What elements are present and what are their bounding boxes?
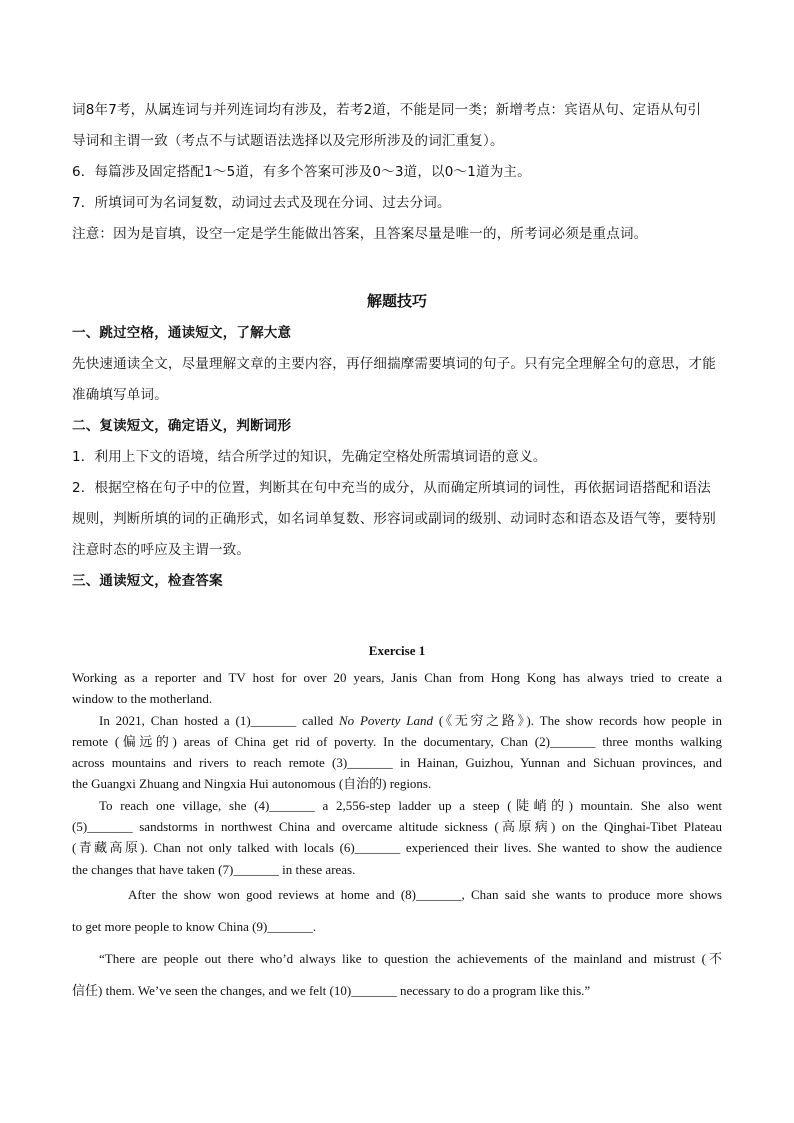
section-title-tips: 解题技巧 (366, 292, 427, 310)
para-4-line-2: to get more people to know China (9)_______. (72, 919, 317, 934)
tips-item-1: 1．利用上下文的语境，结合所学过的知识，先确定空格处所需填词语的意义。 (72, 449, 547, 465)
tips-item-2-line-1: 2．根据空格在句子中的位置，判断其在句中充当的成分，从而确定所填词的词性，再依据词语搭配和语法 (72, 480, 711, 496)
para-2-line-4: the Guangxi Zhuang and Ningxia Hui autonomous (自治的) regions. (72, 776, 432, 792)
para-4-line-1: After the show won good reviews at home and (8)_______, Chan said she wants to produce more shows (128, 887, 722, 902)
para-3-line-1: To reach one village, she (4)_______ a 2,556-step ladder up a steep (陡峭的) mountain. She also went (99, 797, 722, 813)
para-1-line-2: window to the motherland. (72, 691, 213, 707)
para-2-line-3: across mountains and rivers to reach remote (3)_______ in Hainan, Guizhou, Yunnan and Sichuan provinces, and (72, 755, 722, 771)
para-3-line-3: (青藏高原). Chan not only talked with locals (6)_______ experienced their lives. She wanted to show the audience (72, 840, 722, 856)
para-3-line-4: the changes that have taken (7)_______ in these areas. (72, 861, 356, 877)
tips-para-1-line-1: 先快速通读全文，尽量理解文章的主要内容，再仔细揣摩需要填词的句子。只有完全理解全句的意思，才能 (72, 356, 716, 372)
para-5-line-2: 信任) them. We’ve seen the changes, and we felt (10)_______ necessary to do a program like this.” (72, 983, 591, 998)
intro-block (72, 95, 722, 250)
point-6: 6．每篇涉及固定搭配1～5道，有多个答案可涉及0～3道，以0～1道为主。 (72, 164, 531, 180)
para-2-line-1-post: (《无穷之路》). The show records how people in (432, 712, 722, 728)
exercise-title: Exercise 1 (368, 643, 426, 658)
para-2-line-1-pre: In 2021, Chan hosted a (1)_______ called (99, 712, 339, 728)
exercise-passage (72, 667, 722, 880)
tips-heading-3: 三、通读短文，检查答案 (72, 573, 223, 589)
note: 注意：因为是盲填，设空一定是学生能做出答案，且答案尽量是唯一的，所考词必须是重点词。 (72, 226, 648, 242)
para-5-line-1: “There are people out there who’d always like to question the achievements of the mainland and mistrust (不 (99, 951, 722, 966)
intro-line-1: 词8年7考，从属连词与并列连词均有涉及，若考2道，不能是同一类；新增考点：宾语从句、定语从句引 (72, 102, 702, 118)
exercise-passage-continued (72, 879, 722, 1007)
intro-line-2: 导词和主谓一致（考点不与试题语法选择以及完形所涉及的词汇重复）。 (72, 133, 504, 149)
para-3-line-2: (5)_______ sandstorms in northwest China and overcame altitude sickness (高原病) on the Qinghai-Tibet Plateau (72, 819, 722, 835)
point-7: 7．所填词可为名词复数，动词过去式及现在分词、过去分词。 (72, 195, 451, 211)
para-1-line-1: Working as a reporter and TV host for over 20 years, Janis Chan from Hong Kong has always tried to create a (72, 670, 722, 685)
tips-item-2-line-2: 规则，判断所填的词的正确形式，如名词单复数、形容词或副词的级别、动词时态和语态及语气等，要特别 (72, 511, 716, 527)
para-2-line-1 (72, 710, 722, 731)
show-title: No Poverty Land (338, 712, 433, 728)
tips-block (72, 318, 722, 597)
tips-heading-1: 一、跳过空格，通读短文，了解大意 (72, 325, 292, 341)
tips-item-2-line-3: 注意时态的呼应及主谓一致。 (72, 542, 251, 558)
tips-heading-2: 二、复读短文，确定语义，判断词形 (72, 418, 292, 434)
tips-para-1-line-2: 准确填写单词。 (72, 387, 168, 403)
para-2-line-2: remote (偏远的) areas of China get rid of poverty. In the documentary, Chan (2)_______ three months walking (72, 733, 722, 749)
